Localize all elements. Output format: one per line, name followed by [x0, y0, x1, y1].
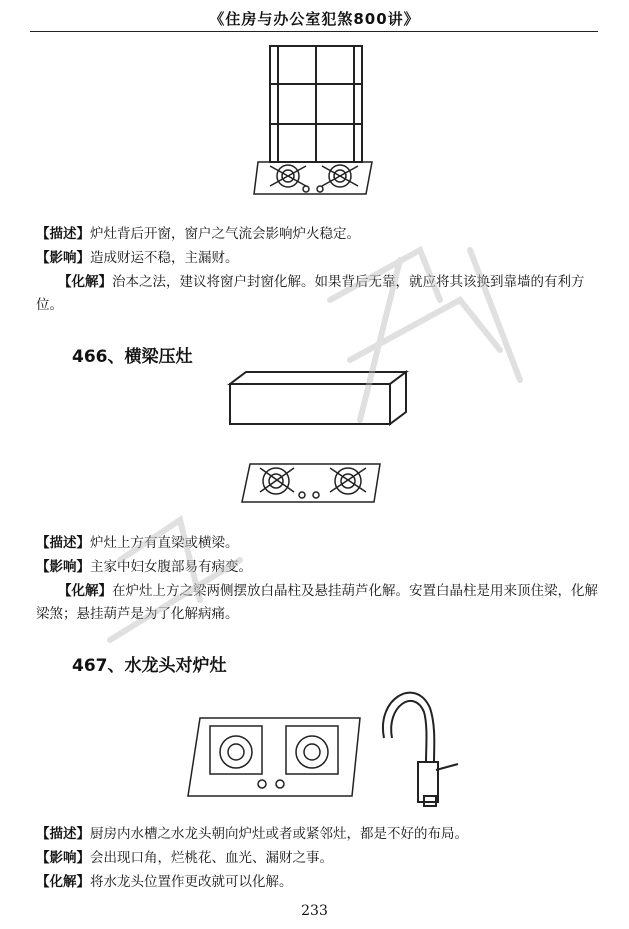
window-behind-stove-illustration [240, 42, 390, 202]
solution-text: 治本之法，建议将窗户封窗化解。如果背后无靠，就应将其该换到靠墙的有利方位。 [36, 274, 585, 313]
effect-label: 【影响】 [36, 559, 90, 575]
effect-paragraph-top [36, 247, 596, 270]
heading-466: 466、横梁压灶 [72, 347, 193, 367]
effect-text: 造成财运不稳，主漏财。 [90, 250, 239, 266]
heading-467: 467、水龙头对炉灶 [72, 656, 227, 676]
desc-label: 【描述】 [36, 535, 90, 551]
effect-paragraph-467 [36, 847, 596, 870]
desc-paragraph-466 [36, 532, 596, 555]
desc-label: 【描述】 [36, 226, 90, 242]
effect-paragraph-466 [36, 556, 596, 579]
effect-text: 会出现口角，烂桃花、血光、漏财之事。 [90, 850, 333, 866]
beam-over-stove-illustration [220, 368, 410, 518]
solution-text: 将水龙头位置作更改就可以化解。 [90, 874, 293, 890]
desc-text: 炉灶背后开窗，窗户之气流会影响炉火稳定。 [90, 226, 360, 242]
effect-text: 主家中妇女腹部易有病变。 [90, 559, 252, 575]
solution-label: 【化解】 [58, 274, 112, 290]
solution-text: 在炉灶上方之梁两侧摆放白晶柱及悬挂葫芦化解。安置白晶柱是用来顶住梁，化解梁煞；悬挂葫芦是为了化解病痛。 [36, 583, 598, 622]
effect-label: 【影响】 [36, 250, 90, 266]
desc-text: 厨房内水槽之水龙头朝向炉灶或者或紧邻灶，都是不好的布局。 [90, 826, 468, 842]
desc-text: 炉灶上方有直梁或横梁。 [90, 535, 239, 551]
solution-paragraph-466 [36, 580, 602, 626]
faucet-facing-stove-illustration [180, 678, 470, 808]
solution-label: 【化解】 [58, 583, 112, 599]
page-number: 233 [301, 903, 328, 919]
desc-paragraph-467 [36, 823, 596, 846]
solution-paragraph-top [36, 271, 602, 317]
solution-label: 【化解】 [36, 874, 90, 890]
desc-paragraph-top [36, 223, 596, 246]
desc-label: 【描述】 [36, 826, 90, 842]
solution-paragraph-467 [36, 871, 596, 894]
header-rule [30, 31, 598, 32]
effect-label: 【影响】 [36, 850, 90, 866]
page-header-title: 《住房与办公室犯煞800讲》 [209, 10, 420, 28]
